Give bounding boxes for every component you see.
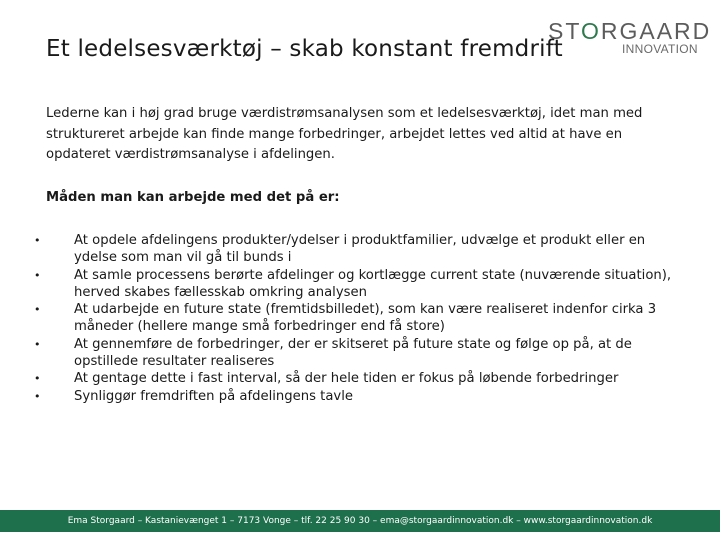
logo-subtitle: INNOVATION (622, 42, 698, 56)
bullet-marker: • (34, 303, 41, 317)
bullet-marker: • (34, 337, 41, 351)
bullet-text: At udarbejde en future state (fremtidsbilledet), som kan være realiseret indenfor cirka 3 måneder (hellere mange små forbedringer end få store) (74, 302, 657, 335)
bullet-item (34, 267, 686, 302)
bullet-text: At samle processens berørte afdelinger og kortlægge current state (nuværende situation), herved skabes fællesskab omkring analysen (74, 267, 672, 300)
bullet-marker: • (34, 234, 41, 247)
storgaard-logo (548, 18, 712, 62)
footer-contact-bar: Ema Storgaard – Kastanievænget 1 – 7173 Vonge – tlf. 22 25 90 30 – ema@storgaardinnovation.dk – www.storgaardinnovation.dk (0, 510, 720, 532)
bullet-item (34, 388, 686, 405)
bullet-item (34, 370, 686, 387)
bullet-item (34, 232, 686, 267)
logo-text-o: O (580, 18, 601, 44)
intro-paragraph: Lederne kan i høj grad bruge værdistrømsanalysen som et ledelsesværktøj, idet man med struktureret arbejde kan finde mange forbedringer, arbejdet lettes ved altid at have en opdateret værdistrømsanalyse i afdelingen. (46, 106, 643, 162)
bullet-item (34, 336, 686, 371)
bullet-list (34, 232, 686, 405)
bullet-item (34, 301, 686, 336)
slide-title: Et ledelsesværktøj – skab konstant fremdrift (46, 36, 563, 62)
logo-wordmark (548, 18, 711, 45)
bullet-text: At opdele afdelingens produkter/ydelser i produktfamilier, udvælge et produkt eller en ydelse som man vil gå til bunds i (74, 233, 646, 266)
bullet-marker: • (34, 372, 41, 386)
bullet-text: At gentage dette i fast interval, så der hele tiden er fokus på løbende forbedringer (74, 371, 619, 387)
logo-text-suffix: RGAARD (600, 18, 712, 44)
section-subheading: Måden man kan arbejde med det på er: (46, 190, 340, 205)
bullet-text: Synliggør fremdriften på afdelingens tavle (74, 388, 353, 404)
bullet-marker: • (34, 268, 41, 282)
bullet-text: At gennemføre de forbedringer, der er skitseret på future state og følge op på, at de opstillede resultater realiseres (74, 336, 632, 370)
bullet-marker: • (34, 389, 41, 403)
logo-text-prefix: ST (548, 18, 581, 44)
